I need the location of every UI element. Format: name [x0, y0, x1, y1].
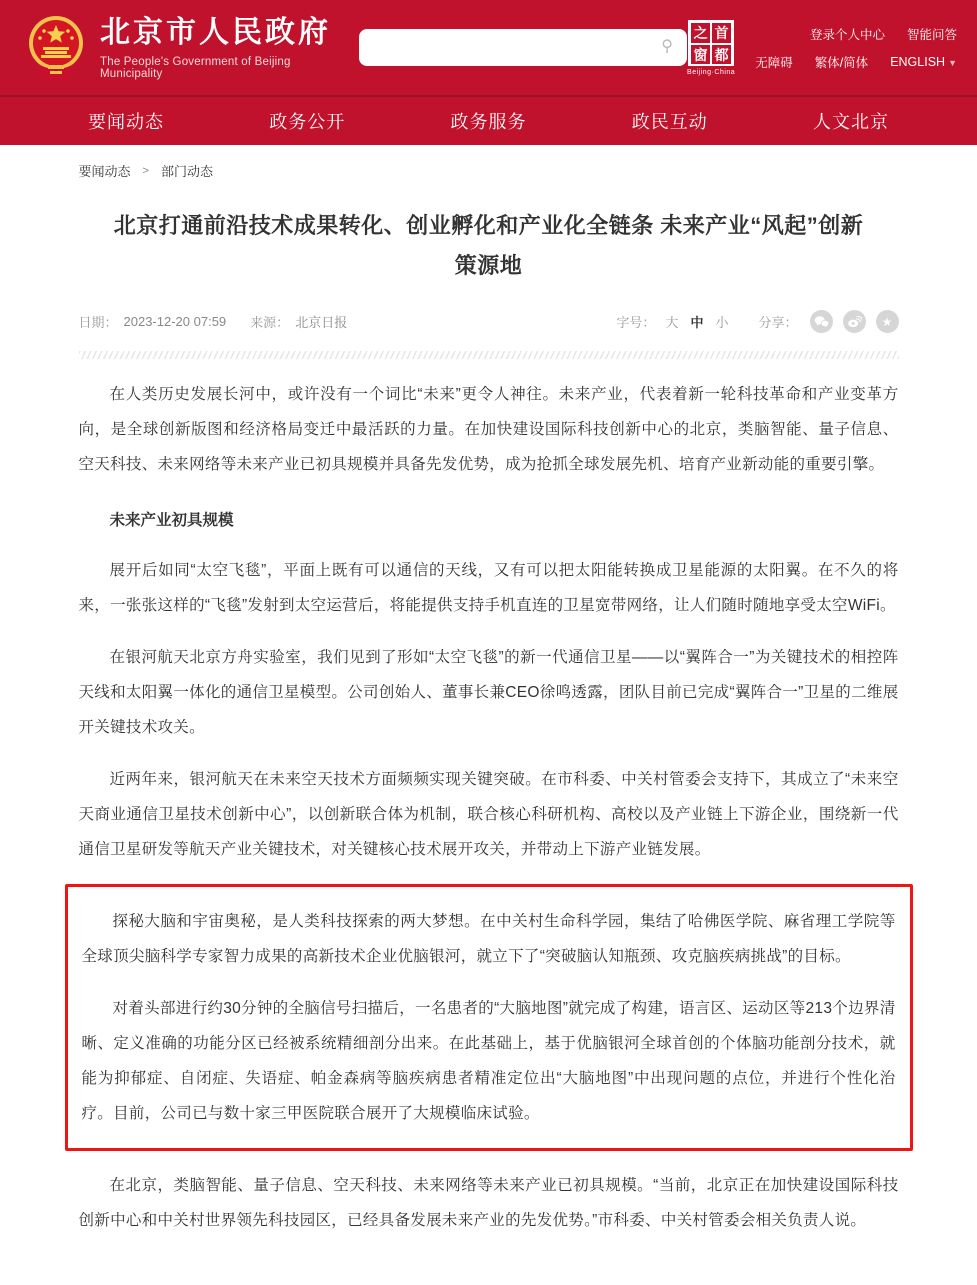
- chevron-down-icon: ▼: [948, 57, 957, 68]
- site-subtitle: The People's Government of Beijing Municipality: [100, 55, 291, 80]
- source-label: 来源：: [250, 315, 290, 330]
- accessibility-link[interactable]: 无障碍: [755, 55, 793, 70]
- breadcrumb-level1[interactable]: 要闻动态: [78, 164, 131, 179]
- article-paragraph: 对着头部进行约30分钟的全脑信号扫描后，一名患者的“大脑地图”就完成了构建，语言区、运动区等213个边界清晰、定义准确的功能分区已经被系统精细剖分出来。在此基础上，基于优脑银河全球首创的个体脑功能剖分技术，就能为抑郁症、自闭症、失语症、帕金森病等脑疾病患者精准定位出“大脑地图”中出现问题的点位，并进行个性化治疗。目前，公司已与数十家三甲医院联合展开了大规模临床试验。: [81, 1000, 896, 1122]
- header-quick-links: [755, 25, 961, 71]
- header-search: [359, 29, 687, 66]
- weibo-share-icon[interactable]: [843, 310, 866, 333]
- smart-qa-link[interactable]: 智能问答: [906, 27, 957, 42]
- nav-item-gov-services[interactable]: 政务服务: [450, 112, 527, 132]
- search-input[interactable]: [359, 29, 687, 66]
- article-paragraph: 在银河航天北京方舟实验室，我们见到了形如“太空飞毯”的新一代通信卫星——以“翼阵合一”为关键技术的相控阵天线和太阳翼一体化的通信卫星模型。公司创始人、董事长兼CEO徐鸣透露，团队目前已完成“翼阵合一”卫星的二维展开关键技术攻关。: [78, 649, 899, 736]
- share-label: 分享：: [758, 315, 798, 330]
- date-label: 日期：: [78, 315, 118, 330]
- date-value: 2023-12-20 07:59: [123, 314, 227, 329]
- article-page: [79, 161, 899, 1285]
- breadcrumb-separator: >: [142, 164, 149, 177]
- nav-item-culture[interactable]: 人文北京: [813, 112, 889, 132]
- site-title: 北京市人民政府: [100, 15, 331, 49]
- english-link[interactable]: ENGLISH ▼: [890, 54, 957, 69]
- article-paragraph: 展开后如同“太空飞毯”，平面上既有可以通信的天线，又有可以把太阳能转换成卫星能源的太阳翼。在不久的将来，一张张这样的“飞毯”发射到太空运营后，将能提供支持手机直连的卫星宽带网络，让人们随时随地享受太空WiFi。: [78, 562, 899, 614]
- cw-char: 都: [711, 44, 732, 66]
- site-brand[interactable]: [24, 13, 347, 83]
- trad-simp-link[interactable]: 繁体/简体: [814, 55, 869, 70]
- fontsize-medium-button[interactable]: 中: [690, 315, 704, 330]
- nav-item-gov-open[interactable]: 政务公开: [269, 112, 346, 132]
- search-icon[interactable]: ⚲: [653, 33, 681, 61]
- source-value: 北京日报: [295, 315, 348, 330]
- article-paragraph: 探秘大脑和宇宙奥秘，是人类科技探索的两大梦想。在中关村生命科学园，集结了哈佛医学院、麻省理工学院等全球顶尖脑科学专家智力成果的高新技术企业优脑银河，就立下了“突破脑认知瓶颈、攻克脑疾病挑战”的目标。: [81, 913, 896, 965]
- section-divider: [79, 351, 899, 359]
- nav-item-interaction[interactable]: 政民互动: [631, 112, 708, 132]
- cw-char: 首: [711, 22, 732, 44]
- capital-window-grid: [688, 20, 734, 66]
- fontsize-small-button[interactable]: 小: [715, 315, 729, 330]
- site-header: [0, 0, 977, 97]
- breadcrumb-level2[interactable]: 部门动态: [160, 164, 213, 179]
- cw-char: 窗: [690, 44, 711, 66]
- main-nav: [0, 97, 977, 145]
- wechat-share-icon[interactable]: [810, 310, 833, 333]
- capital-window-logo[interactable]: [687, 20, 735, 76]
- share-icons: [810, 310, 899, 333]
- fontsize-label: 字号：: [616, 315, 656, 330]
- highlighted-annotation-box: [65, 884, 913, 1151]
- page-title: 北京打通前沿技术成果转化、创业孵化和产业化全链条 未来产业“风起”创新策源地: [113, 213, 864, 278]
- nav-item-news[interactable]: 要闻动态: [88, 112, 164, 132]
- fontsize-large-button[interactable]: 大: [665, 315, 679, 330]
- article-body: [79, 377, 899, 1285]
- favorite-star-share-icon[interactable]: ★: [876, 310, 899, 333]
- article-paragraph: 在人类历史发展长河中，或许没有一个词比“未来”更令人神往。未来产业，代表着新一轮科技革命和产业变革方向，是全球创新版图和经济格局变迁中最活跃的力量。在加快建设国际科技创新中心的北京，类脑智能、量子信息、空天科技、未来网络等未来产业已初具规模并具备先发优势，成为抢抓全球发展先机、培育产业新动能的重要引擎。: [78, 386, 899, 473]
- login-link[interactable]: 登录个人中心: [809, 27, 885, 42]
- national-emblem-icon: [24, 13, 88, 83]
- article-meta: [79, 310, 899, 333]
- cw-char: 之: [690, 22, 711, 44]
- cw-caption: Beijing·China: [687, 68, 736, 76]
- article-paragraph: 近两年来，银河航天在未来空天技术方面频频实现关键突破。在市科委、中关村管委会支持下，其成立了“未来空天商业通信卫星技术创新中心”，以创新联合体为机制，联合核心科研机构、高校以及产业链上下游企业，围绕新一代通信卫星研发等航天产业关键技术，对关键核心技术展开攻关，并带动上下游产业链发展。: [78, 771, 899, 858]
- article-paragraph: 在北京，类脑智能、量子信息、空天科技、未来网络等未来产业已初具规模。“当前，北京正在加快建设国际科技创新中心和中关村世界领先科技园区，已经具备发展未来产业的先发优势。”市科委、中关村管委会相关负责人说。: [78, 1177, 899, 1229]
- breadcrumb: [79, 161, 899, 180]
- article-subhead: 未来产业初具规模: [109, 512, 234, 529]
